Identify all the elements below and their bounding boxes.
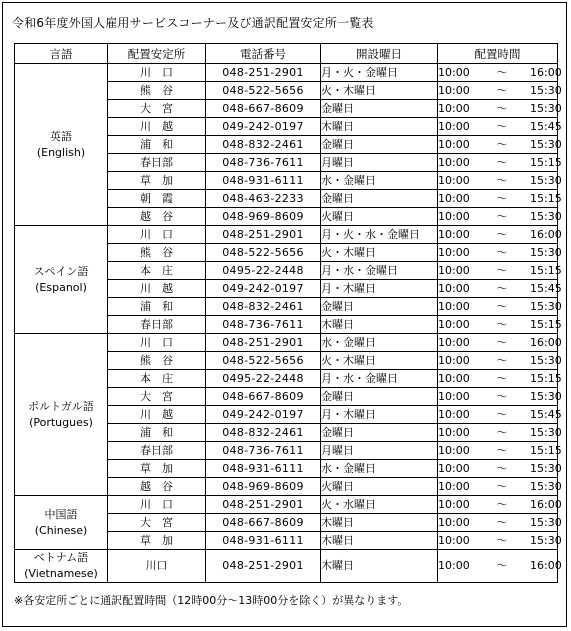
hours-cell [438, 442, 562, 460]
days-cell: 木曜日 [321, 550, 438, 583]
office-cell: 春日部 [108, 316, 206, 334]
office-cell: 浦 和 [108, 298, 206, 316]
end-time: 15:45 [530, 407, 562, 421]
hours-cell [438, 226, 562, 244]
office-cell: 大 宮 [108, 100, 206, 118]
office-cell: 朝 霞 [108, 190, 206, 208]
language-name-en: (Vietnamese) [24, 567, 98, 580]
start-time: 10:00 [438, 425, 470, 439]
phone-cell: 048-832-2461 [206, 424, 321, 442]
phone-cell: 048-931-6111 [206, 172, 321, 190]
days-cell: 火・木曜日 [321, 352, 438, 370]
language-name-en: (English) [36, 145, 86, 159]
table-row [15, 334, 558, 352]
phone-cell: 048-969-8609 [206, 208, 321, 226]
hours-cell [438, 424, 562, 442]
end-time: 15:15 [530, 263, 562, 277]
office-cell: 越 谷 [108, 208, 206, 226]
end-time: 15:30 [530, 425, 562, 439]
language-cell [15, 496, 108, 550]
start-time: 10:00 [438, 335, 470, 349]
days-cell: 月・木曜日 [321, 280, 438, 298]
header-phone: 電話番号 [206, 44, 321, 64]
phone-cell: 048-522-5656 [206, 82, 321, 100]
start-time: 10:00 [438, 263, 470, 277]
hours-cell [438, 82, 562, 100]
end-time: 15:30 [530, 533, 562, 547]
days-cell: 木曜日 [321, 118, 438, 136]
end-time: 15:30 [530, 461, 562, 475]
tilde-separator: ～ [496, 371, 508, 385]
tilde-separator: ～ [496, 65, 508, 79]
hours-cell [438, 208, 562, 226]
days-cell: 火曜日 [321, 208, 438, 226]
end-time: 16:00 [530, 227, 562, 241]
tilde-separator: ～ [496, 317, 508, 331]
days-cell: 火・水曜日 [321, 496, 438, 514]
start-time: 10:00 [438, 371, 470, 385]
end-time: 15:30 [530, 389, 562, 403]
office-cell: 川 口 [108, 64, 206, 82]
phone-cell: 048-832-2461 [206, 298, 321, 316]
hours-cell [438, 244, 562, 262]
days-cell: 月・水・金曜日 [321, 262, 438, 280]
tilde-separator: ～ [496, 389, 508, 403]
phone-cell: 049-242-0197 [206, 118, 321, 136]
start-time: 10:00 [438, 137, 470, 151]
header-hours: 配置時間 [438, 44, 558, 64]
start-time: 10:00 [438, 281, 470, 295]
language-name: ポルトガル語 [28, 399, 94, 413]
tilde-separator: ～ [496, 119, 508, 133]
office-cell: 浦 和 [108, 424, 206, 442]
end-time: 15:15 [530, 371, 562, 385]
office-cell: 川口 [108, 550, 206, 583]
tilde-separator: ～ [496, 299, 508, 313]
office-cell: 草 加 [108, 460, 206, 478]
office-cell: 大 宮 [108, 388, 206, 406]
days-cell: 水・金曜日 [321, 334, 438, 352]
phone-cell: 0495-22-2448 [206, 370, 321, 388]
tilde-separator: ～ [496, 101, 508, 115]
language-cell [15, 334, 108, 496]
language-name-en: (Espanol) [35, 280, 87, 294]
hours-cell [438, 514, 562, 532]
phone-cell: 048-736-7611 [206, 154, 321, 172]
office-cell: 熊 谷 [108, 244, 206, 262]
days-cell: 月・火・金曜日 [321, 64, 438, 82]
tilde-separator: ～ [496, 407, 508, 421]
start-time: 10:00 [438, 101, 470, 115]
hours-cell [438, 406, 562, 424]
table-row [15, 64, 558, 82]
tilde-separator: ～ [496, 281, 508, 295]
phone-cell: 048-736-7611 [206, 316, 321, 334]
days-cell: 金曜日 [321, 100, 438, 118]
start-time: 10:00 [438, 479, 470, 493]
start-time: 10:00 [438, 389, 470, 403]
phone-cell: 048-522-5656 [206, 352, 321, 370]
days-cell: 火・木曜日 [321, 244, 438, 262]
hours-cell [438, 190, 562, 208]
phone-cell: 048-251-2901 [206, 64, 321, 82]
tilde-separator: ～ [496, 191, 508, 205]
days-cell: 木曜日 [321, 514, 438, 532]
start-time: 10:00 [438, 245, 470, 259]
start-time: 10:00 [438, 299, 470, 313]
language-cell [15, 64, 108, 226]
end-time: 15:30 [530, 209, 562, 223]
end-time: 16:00 [530, 497, 562, 511]
language-name-en: (Portugues) [29, 415, 93, 429]
end-time: 16:00 [530, 559, 562, 572]
footnote: ※各安定所ごとに通訳配置時間（12時00分～13時00分を除く）が異なります。 [14, 594, 409, 607]
tilde-separator: ～ [496, 515, 508, 529]
office-cell: 川 越 [108, 118, 206, 136]
hours-cell [438, 172, 562, 190]
end-time: 15:15 [530, 191, 562, 205]
hours-cell [438, 550, 562, 583]
phone-cell: 048-251-2901 [206, 334, 321, 352]
phone-cell: 048-832-2461 [206, 136, 321, 154]
start-time: 10:00 [438, 443, 470, 457]
start-time: 10:00 [438, 119, 470, 133]
start-time: 10:00 [438, 155, 470, 169]
days-cell: 水・金曜日 [321, 172, 438, 190]
end-time: 15:30 [530, 137, 562, 151]
end-time: 15:30 [530, 353, 562, 367]
end-time: 16:00 [530, 65, 562, 79]
table-row [15, 550, 558, 583]
tilde-separator: ～ [496, 209, 508, 223]
hours-cell [438, 496, 562, 514]
hours-cell [438, 100, 562, 118]
days-cell: 月・水・金曜日 [321, 370, 438, 388]
phone-cell: 048-667-8609 [206, 100, 321, 118]
language-cell [15, 226, 108, 334]
tilde-separator: ～ [496, 497, 508, 511]
start-time: 10:00 [438, 353, 470, 367]
start-time: 10:00 [438, 227, 470, 241]
start-time: 10:00 [438, 65, 470, 79]
tilde-separator: ～ [496, 137, 508, 151]
phone-cell: 048-251-2901 [206, 496, 321, 514]
days-cell: 火・木曜日 [321, 82, 438, 100]
end-time: 15:30 [530, 245, 562, 259]
start-time: 10:00 [438, 533, 470, 547]
office-cell: 春日部 [108, 442, 206, 460]
tilde-separator: ～ [496, 461, 508, 475]
hours-cell [438, 316, 562, 334]
tilde-separator: ～ [496, 443, 508, 457]
days-cell: 木曜日 [321, 316, 438, 334]
end-time: 15:15 [530, 443, 562, 457]
phone-cell: 049-242-0197 [206, 406, 321, 424]
office-cell: 草 加 [108, 172, 206, 190]
language-name: 中国語 [44, 507, 78, 521]
table-body [15, 64, 562, 583]
end-time: 15:30 [530, 515, 562, 529]
hours-cell [438, 460, 562, 478]
language-name: 英語 [50, 129, 72, 143]
hours-cell [438, 370, 562, 388]
hours-cell [438, 280, 562, 298]
hours-cell [438, 154, 562, 172]
header-office: 配置安定所 [108, 44, 206, 64]
end-time: 16:00 [530, 335, 562, 349]
end-time: 15:45 [530, 119, 562, 133]
start-time: 10:00 [438, 461, 470, 475]
start-time: 10:00 [438, 407, 470, 421]
days-cell: 月・木曜日 [321, 406, 438, 424]
office-cell: 川 口 [108, 226, 206, 244]
page-title: 令和6年度外国人雇用サービスコーナー及び通訳配置安定所一覧表 [12, 16, 374, 30]
days-cell: 金曜日 [321, 424, 438, 442]
office-cell: 浦 和 [108, 136, 206, 154]
days-cell: 月曜日 [321, 154, 438, 172]
phone-cell: 048-463-2233 [206, 190, 321, 208]
tilde-separator: ～ [496, 155, 508, 169]
start-time: 10:00 [438, 191, 470, 205]
hours-cell [438, 388, 562, 406]
table-row [15, 226, 558, 244]
language-name: ベトナム語 [33, 551, 89, 564]
tilde-separator: ～ [496, 245, 508, 259]
table-header-row [15, 44, 558, 64]
office-cell: 越 谷 [108, 478, 206, 496]
tilde-separator: ～ [496, 559, 508, 572]
phone-cell: 048-931-6111 [206, 532, 321, 550]
tilde-separator: ～ [496, 533, 508, 547]
phone-cell: 048-931-6111 [206, 460, 321, 478]
phone-cell: 048-667-8609 [206, 388, 321, 406]
tilde-separator: ～ [496, 425, 508, 439]
tilde-separator: ～ [496, 227, 508, 241]
tilde-separator: ～ [496, 83, 508, 97]
start-time: 10:00 [438, 83, 470, 97]
end-time: 15:30 [530, 479, 562, 493]
days-cell: 木曜日 [321, 532, 438, 550]
days-cell: 火曜日 [321, 478, 438, 496]
days-cell: 水・金曜日 [321, 460, 438, 478]
office-cell: 川 口 [108, 334, 206, 352]
tilde-separator: ～ [496, 263, 508, 277]
hours-cell [438, 352, 562, 370]
tilde-separator: ～ [496, 479, 508, 493]
hours-cell [438, 532, 562, 550]
language-name: スペイン語 [33, 264, 89, 278]
language-cell [15, 550, 108, 583]
hours-cell [438, 64, 562, 82]
start-time: 10:00 [438, 559, 470, 572]
office-cell: 熊 谷 [108, 82, 206, 100]
days-cell: 金曜日 [321, 190, 438, 208]
header-days: 開設曜日 [321, 44, 438, 64]
office-cell: 草 加 [108, 532, 206, 550]
end-time: 15:15 [530, 155, 562, 169]
phone-cell: 048-251-2901 [206, 226, 321, 244]
end-time: 15:45 [530, 281, 562, 295]
tilde-separator: ～ [496, 353, 508, 367]
office-cell: 本 庄 [108, 370, 206, 388]
phone-cell: 048-522-5656 [206, 244, 321, 262]
phone-cell: 0495-22-2448 [206, 262, 321, 280]
hours-cell [438, 262, 562, 280]
start-time: 10:00 [438, 173, 470, 187]
phone-cell: 049-242-0197 [206, 280, 321, 298]
office-cell: 川 越 [108, 280, 206, 298]
hours-cell [438, 478, 562, 496]
tilde-separator: ～ [496, 335, 508, 349]
office-cell: 熊 谷 [108, 352, 206, 370]
days-cell: 金曜日 [321, 298, 438, 316]
start-time: 10:00 [438, 317, 470, 331]
end-time: 15:30 [530, 173, 562, 187]
phone-cell: 048-667-8609 [206, 514, 321, 532]
start-time: 10:00 [438, 209, 470, 223]
hours-cell [438, 136, 562, 154]
tilde-separator: ～ [496, 173, 508, 187]
start-time: 10:00 [438, 515, 470, 529]
end-time: 15:15 [530, 317, 562, 331]
days-cell: 金曜日 [321, 136, 438, 154]
office-cell: 川 越 [108, 406, 206, 424]
table-row [15, 496, 558, 514]
days-cell: 月曜日 [321, 442, 438, 460]
language-name-en: (Chinese) [34, 523, 88, 537]
phone-cell: 048-969-8609 [206, 478, 321, 496]
header-language: 言語 [15, 44, 108, 64]
hours-cell [438, 334, 562, 352]
office-table [14, 43, 562, 583]
office-cell: 春日部 [108, 154, 206, 172]
office-cell: 川 口 [108, 496, 206, 514]
hours-cell [438, 298, 562, 316]
days-cell: 金曜日 [321, 388, 438, 406]
end-time: 15:30 [530, 101, 562, 115]
hours-cell [438, 118, 562, 136]
phone-cell: 048-251-2901 [206, 550, 321, 583]
start-time: 10:00 [438, 497, 470, 511]
office-cell: 本 庄 [108, 262, 206, 280]
days-cell: 月・火・水・金曜日 [321, 226, 438, 244]
office-cell: 大 宮 [108, 514, 206, 532]
phone-cell: 048-736-7611 [206, 442, 321, 460]
end-time: 15:30 [530, 299, 562, 313]
end-time: 15:30 [530, 83, 562, 97]
